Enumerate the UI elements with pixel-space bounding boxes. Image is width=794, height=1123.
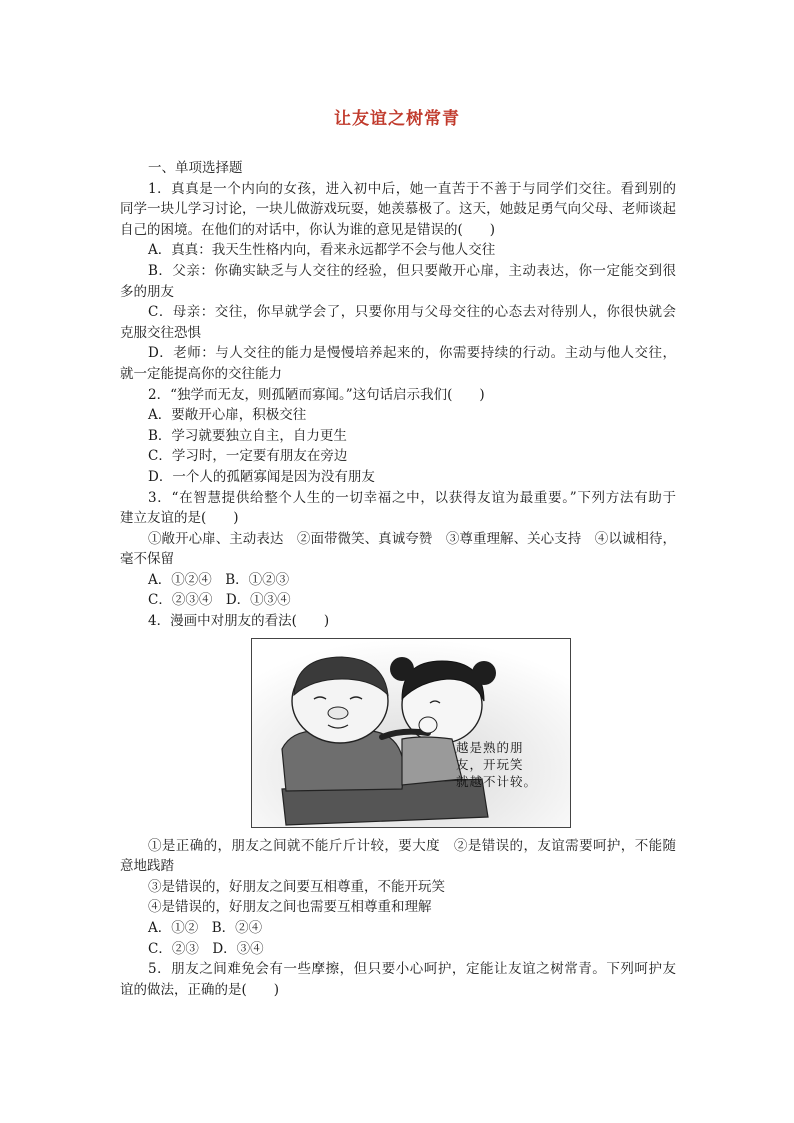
q4-choices-row-2: C．②③ D．③④ [148, 940, 264, 957]
q1-stem-line-2: 同学一块儿学习讨论，一块儿做游戏玩耍，她羡慕极了。这天，她鼓足勇气向父母、老师谈起 [120, 201, 676, 218]
q3-items-line-2: 毫不保留 [120, 551, 174, 568]
document-body [120, 158, 676, 1000]
caption-line-1: 越是熟的朋 [456, 739, 524, 755]
q3-choices-row-1: A．①②④ B．①②③ [148, 571, 290, 588]
q4-choices-row-1: A．①② B．②④ [148, 920, 263, 937]
q1-option-c: C．母亲：交往，你早就学会了，只要你用与父母交往的心态去对待别人，你很快就会 [148, 304, 676, 321]
cartoon-image [251, 638, 571, 828]
q2-option-a: A．要敞开心扉，积极交往 [148, 407, 307, 424]
q5-stem-line-2: 谊的做法，正确的是( ) [120, 981, 280, 998]
q2-option-c: C．学习时，一定要有朋友在旁边 [148, 448, 348, 465]
boy-nose [328, 707, 348, 719]
q1-option-d-cont: 就一定能提高你的交往能力 [120, 365, 282, 382]
q1-option-b-cont: 多的朋友 [120, 283, 174, 300]
section-heading: 一、单项选择题 [148, 160, 243, 176]
cartoon-drawing [252, 639, 570, 827]
q1-option-c-cont: 克服交往恐惧 [120, 324, 201, 341]
q1-option-a: A．真真：我天生性格内向，看来永远都学不会与他人交往 [148, 242, 496, 259]
girl-bun-left [390, 657, 414, 681]
q4-stem: 4．漫画中对朋友的看法( ) [148, 613, 330, 630]
q2-stem: 2．“独学而无友，则孤陋而寡闻。”这句话启示我们( ) [148, 386, 485, 403]
q5-stem-line-1: 5．朋友之间难免会有一些摩擦，但只要小心呵护，定能让友谊之树常青。下列呵护友 [148, 961, 676, 978]
q4-statement-1: ①是正确的，朋友之间就不能斤斤计较，要大度 ②是错误的，友谊需要呵护，不能随 [148, 837, 676, 854]
q4-statement-1-cont: 意地践踏 [120, 858, 174, 875]
page-title: 让友谊之树常青 [334, 109, 460, 129]
q1-stem-line-1: 1．真真是一个内向的女孩，进入初中后，她一直苦于不善于与同学们交往。看到别的 [148, 180, 676, 197]
caption-line-2: 友，开玩笑 [456, 756, 524, 772]
q3-items-line-1: ①敞开心扉、主动表达 ②面带微笑、真诚夸赞 ③尊重理解、关心支持 ④以诚相待， [148, 530, 676, 547]
q4-statement-4: ④是错误的，好朋友之间也需要互相尊重和理解 [148, 899, 432, 916]
q2-option-b: B．学习就要独立自主，自力更生 [148, 427, 347, 444]
girl-hand [419, 717, 437, 733]
q1-stem-line-3: 自己的困境。在他们的对话中，你认为谁的意见是错误的( ) [120, 221, 496, 238]
q1-option-b: B．父亲：你确实缺乏与人交往的经验，但只要敞开心扉，主动表达，你一定能交到很 [148, 262, 676, 279]
q4-statement-3: ③是错误的，好朋友之间要互相尊重，不能开玩笑 [148, 878, 445, 895]
q3-stem-line-2: 建立友谊的是( ) [120, 510, 239, 527]
cartoon-caption [456, 739, 566, 790]
q2-option-d: D．一个人的孤陋寡闻是因为没有朋友 [148, 468, 375, 485]
girl-bun-right [472, 661, 496, 685]
q3-choices-row-2: C．②③④ D．①③④ [148, 592, 291, 609]
girl-body [402, 737, 462, 785]
caption-line-3: 就越不计较。 [456, 773, 538, 789]
q1-option-d: D．老师：与人交往的能力是慢慢培养起来的，你需要持续的行动。主动与他人交往， [148, 345, 676, 362]
q3-stem-line-1: 3．“在智慧提供给整个人生的一切幸福之中，以获得友谊为最重要。”下列方法有助于 [148, 489, 676, 506]
